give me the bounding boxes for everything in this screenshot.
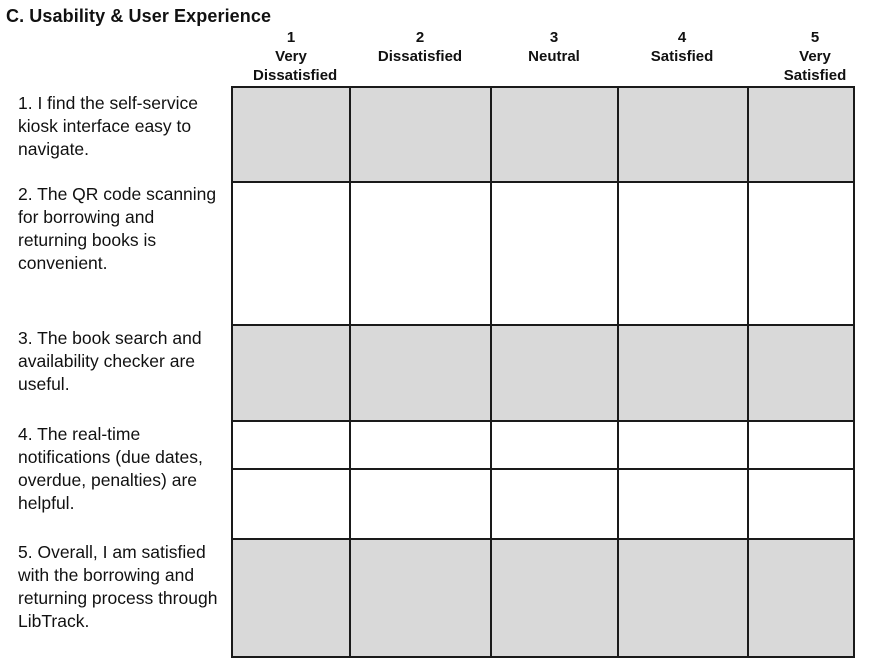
scale-header-label: Very Satisfied bbox=[783, 48, 847, 84]
scale-header-number: 4 bbox=[677, 29, 687, 46]
scale-header-label: Very Dissatisfied bbox=[253, 48, 338, 84]
rating-cell[interactable] bbox=[350, 421, 491, 469]
scale-header-4 bbox=[618, 28, 746, 66]
rating-cell[interactable] bbox=[350, 87, 491, 182]
scale-header-number: 5 bbox=[810, 29, 820, 46]
scale-header-number: 1 bbox=[286, 29, 296, 46]
rating-row-5 bbox=[232, 539, 854, 657]
rating-cell[interactable] bbox=[618, 469, 748, 539]
rating-cell[interactable] bbox=[491, 87, 618, 182]
rating-cell[interactable] bbox=[491, 182, 618, 325]
question-text-1: 1. I find the self-service kiosk interface easy to navigate. bbox=[18, 93, 198, 159]
question-text-5: 5. Overall, I am satisfied with the borrowing and returning process through LibTrack. bbox=[18, 542, 218, 631]
rating-cell[interactable] bbox=[748, 182, 854, 325]
scale-header-2 bbox=[350, 28, 490, 66]
rating-cell[interactable] bbox=[350, 469, 491, 539]
rating-cell[interactable] bbox=[748, 87, 854, 182]
rating-cell[interactable] bbox=[232, 182, 350, 325]
rating-cell[interactable] bbox=[618, 539, 748, 657]
rating-row-2 bbox=[232, 182, 854, 325]
rating-cell[interactable] bbox=[491, 325, 618, 421]
rating-cell[interactable] bbox=[350, 539, 491, 657]
question-text-4: 4. The real-time notifications (due dates, overdue, penalties) are helpful. bbox=[18, 424, 203, 513]
rating-row-4b bbox=[232, 469, 854, 539]
scale-header-label: Satisfied bbox=[650, 48, 714, 65]
rating-cell[interactable] bbox=[491, 469, 618, 539]
scale-header-number: 2 bbox=[415, 29, 425, 46]
rating-row-1 bbox=[232, 87, 854, 182]
rating-cell[interactable] bbox=[232, 539, 350, 657]
rating-cell[interactable] bbox=[748, 325, 854, 421]
rating-cell[interactable] bbox=[232, 325, 350, 421]
rating-cell[interactable] bbox=[618, 325, 748, 421]
rating-cell[interactable] bbox=[748, 421, 854, 469]
rating-cell[interactable] bbox=[350, 182, 491, 325]
question-text-2: 2. The QR code scanning for borrowing and returning books is convenient. bbox=[18, 184, 217, 273]
rating-cell[interactable] bbox=[232, 421, 350, 469]
rating-cell[interactable] bbox=[350, 325, 491, 421]
scale-header-number: 3 bbox=[549, 29, 559, 46]
section-title: C. Usability & User Experience bbox=[6, 6, 272, 26]
rating-cell[interactable] bbox=[232, 469, 350, 539]
question-text-3: 3. The book search and availability checker are useful. bbox=[18, 328, 202, 394]
rating-cell[interactable] bbox=[748, 469, 854, 539]
scale-header-3 bbox=[491, 28, 617, 66]
rating-grid bbox=[231, 86, 855, 658]
rating-row-3 bbox=[232, 325, 854, 421]
rating-row-4a bbox=[232, 421, 854, 469]
scale-header-label: Neutral bbox=[528, 48, 580, 65]
scale-header-label: Dissatisfied bbox=[377, 48, 463, 65]
rating-cell[interactable] bbox=[232, 87, 350, 182]
rating-cell[interactable] bbox=[618, 182, 748, 325]
rating-cell[interactable] bbox=[491, 539, 618, 657]
scale-header-1 bbox=[235, 28, 347, 85]
rating-cell[interactable] bbox=[748, 539, 854, 657]
scale-header-5 bbox=[748, 28, 882, 85]
rating-cell[interactable] bbox=[618, 87, 748, 182]
rating-cell[interactable] bbox=[491, 421, 618, 469]
rating-cell[interactable] bbox=[618, 421, 748, 469]
